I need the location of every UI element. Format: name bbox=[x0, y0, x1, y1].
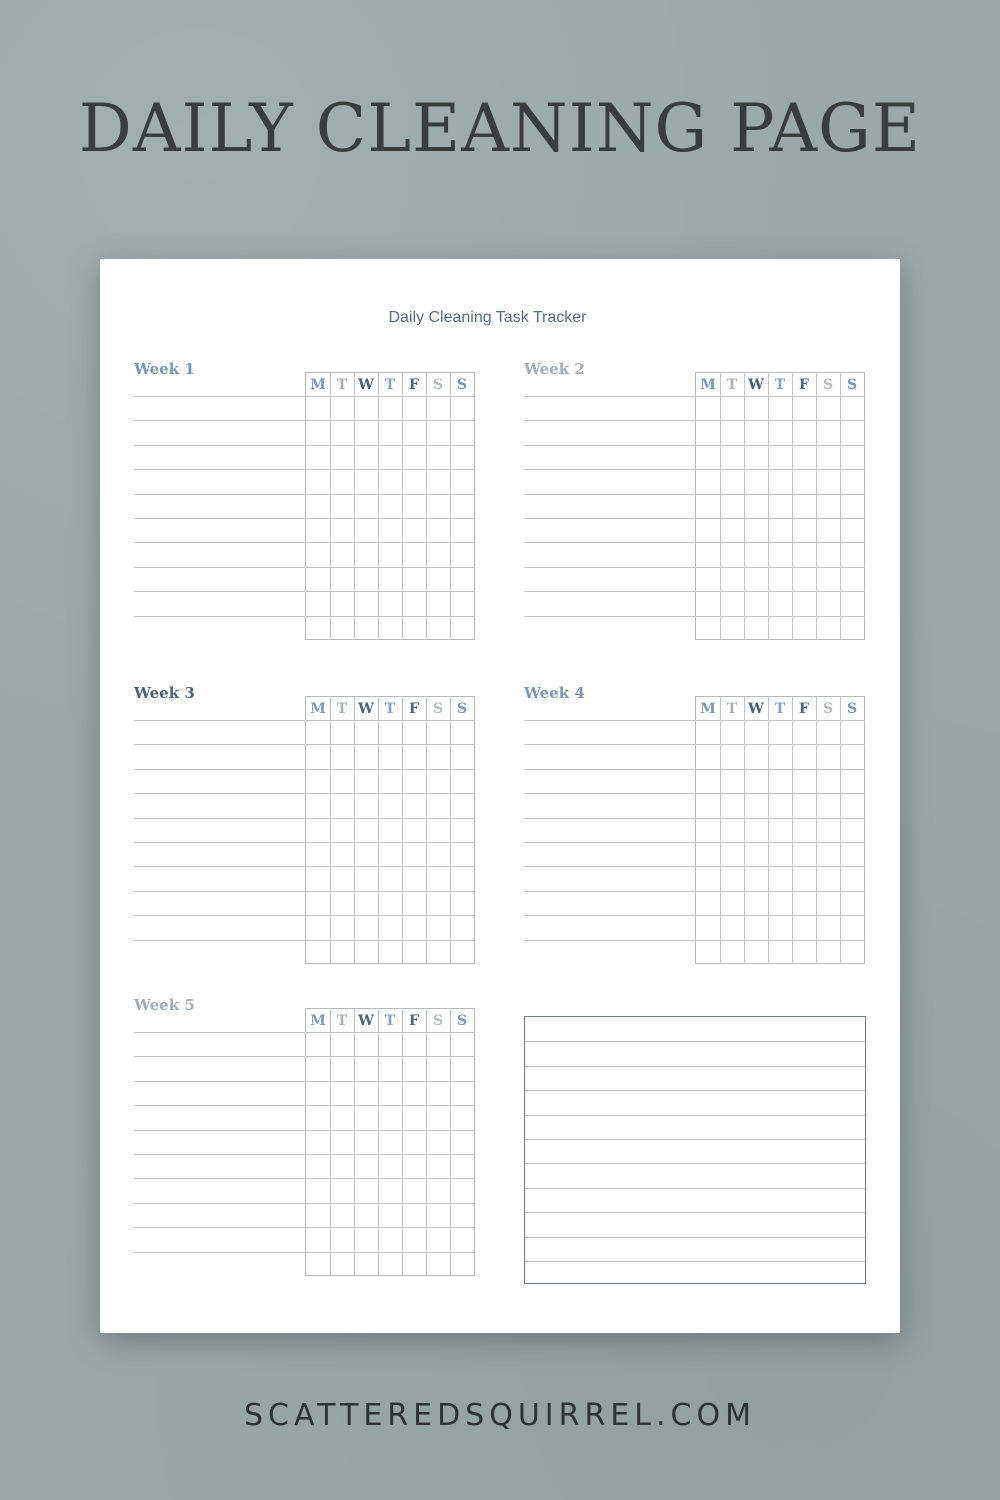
task-line bbox=[524, 940, 865, 941]
day-header: S bbox=[456, 377, 468, 393]
notes-line bbox=[525, 1188, 865, 1189]
day-header: T bbox=[384, 377, 396, 393]
day-header-row bbox=[306, 697, 474, 721]
task-line bbox=[134, 1227, 475, 1228]
task-line bbox=[524, 866, 865, 867]
week-label: Week 5 bbox=[134, 996, 195, 1014]
day-header: S bbox=[432, 701, 444, 717]
grid-column-line bbox=[378, 697, 379, 963]
day-header: T bbox=[384, 1013, 396, 1029]
task-line bbox=[134, 1154, 475, 1155]
task-line bbox=[134, 1130, 475, 1131]
task-line bbox=[134, 720, 475, 721]
day-header: T bbox=[336, 377, 348, 393]
week-grid bbox=[305, 1008, 475, 1276]
task-line bbox=[134, 567, 475, 568]
notes-line bbox=[525, 1261, 865, 1262]
day-header: T bbox=[774, 377, 786, 393]
task-line bbox=[134, 469, 475, 470]
notes-line bbox=[525, 1237, 865, 1238]
task-line bbox=[524, 494, 865, 495]
task-line bbox=[524, 818, 865, 819]
task-line bbox=[134, 1056, 475, 1057]
grid-column-line bbox=[354, 373, 355, 639]
grid-column-line bbox=[378, 1009, 379, 1275]
task-line bbox=[134, 494, 475, 495]
day-header: S bbox=[432, 377, 444, 393]
task-line bbox=[134, 891, 475, 892]
task-line bbox=[524, 769, 865, 770]
task-line bbox=[134, 1105, 475, 1106]
day-header: S bbox=[846, 701, 858, 717]
week-5-tracker bbox=[134, 996, 476, 1286]
day-header: M bbox=[310, 377, 326, 393]
day-header: M bbox=[700, 701, 716, 717]
task-line bbox=[134, 769, 475, 770]
grid-column-line bbox=[816, 373, 817, 639]
task-line bbox=[134, 915, 475, 916]
task-line bbox=[134, 591, 475, 592]
task-line bbox=[134, 866, 475, 867]
task-line bbox=[134, 445, 475, 446]
grid-column-line bbox=[792, 697, 793, 963]
day-header: W bbox=[748, 377, 764, 393]
task-line bbox=[134, 940, 475, 941]
grid-column-line bbox=[402, 1009, 403, 1275]
task-line bbox=[524, 891, 865, 892]
task-line bbox=[134, 1081, 475, 1082]
banner-title: DAILY CLEANING PAGE bbox=[78, 90, 922, 167]
task-line bbox=[134, 842, 475, 843]
task-line bbox=[134, 616, 475, 617]
day-header: M bbox=[310, 701, 326, 717]
week-label: Week 1 bbox=[134, 360, 195, 378]
grid-column-line bbox=[330, 1009, 331, 1275]
day-header: W bbox=[358, 377, 374, 393]
day-header: T bbox=[336, 701, 348, 717]
day-header-row bbox=[306, 373, 474, 397]
task-line bbox=[134, 1252, 475, 1253]
task-line bbox=[524, 542, 865, 543]
day-header: S bbox=[432, 1013, 444, 1029]
grid-column-line bbox=[354, 1009, 355, 1275]
day-header: S bbox=[456, 701, 468, 717]
day-header: W bbox=[358, 1013, 374, 1029]
notes-line bbox=[525, 1066, 865, 1067]
task-line bbox=[524, 591, 865, 592]
task-line bbox=[524, 396, 865, 397]
task-line bbox=[524, 567, 865, 568]
grid-column-line bbox=[768, 697, 769, 963]
notes-box bbox=[524, 1016, 866, 1284]
task-line bbox=[524, 616, 865, 617]
grid-column-line bbox=[402, 373, 403, 639]
day-header: M bbox=[310, 1013, 326, 1029]
grid-column-line bbox=[450, 697, 451, 963]
day-header: S bbox=[456, 1013, 468, 1029]
grid-column-line bbox=[744, 373, 745, 639]
grid-column-line bbox=[330, 373, 331, 639]
grid-column-line bbox=[720, 373, 721, 639]
day-header-row bbox=[696, 697, 864, 721]
footer-url: SCATTEREDSQUIRREL.COM bbox=[244, 1398, 756, 1433]
notes-line bbox=[525, 1139, 865, 1140]
week-3-tracker bbox=[134, 684, 476, 974]
day-header: F bbox=[799, 377, 809, 393]
task-line bbox=[134, 542, 475, 543]
notes-line bbox=[525, 1090, 865, 1091]
notes-line bbox=[525, 1041, 865, 1042]
grid-column-line bbox=[840, 697, 841, 963]
day-header: S bbox=[846, 377, 858, 393]
task-line bbox=[524, 469, 865, 470]
task-line bbox=[134, 793, 475, 794]
day-header: F bbox=[799, 701, 809, 717]
grid-column-line bbox=[816, 697, 817, 963]
day-header: S bbox=[822, 701, 834, 717]
task-line bbox=[524, 720, 865, 721]
grid-column-line bbox=[426, 373, 427, 639]
notes-line bbox=[525, 1115, 865, 1116]
grid-column-line bbox=[744, 697, 745, 963]
day-header: F bbox=[409, 1013, 419, 1029]
grid-column-line bbox=[720, 697, 721, 963]
week-label: Week 3 bbox=[134, 684, 195, 702]
day-header: T bbox=[774, 701, 786, 717]
task-line bbox=[134, 818, 475, 819]
day-header: W bbox=[748, 701, 764, 717]
grid-column-line bbox=[354, 697, 355, 963]
task-line bbox=[134, 518, 475, 519]
task-line bbox=[524, 744, 865, 745]
day-header: S bbox=[822, 377, 834, 393]
task-line bbox=[134, 744, 475, 745]
week-label: Week 4 bbox=[524, 684, 585, 702]
week-2-tracker bbox=[524, 360, 866, 650]
task-line bbox=[134, 420, 475, 421]
grid-column-line bbox=[426, 697, 427, 963]
week-1-tracker bbox=[134, 360, 476, 650]
grid-column-line bbox=[378, 373, 379, 639]
day-header: T bbox=[726, 377, 738, 393]
week-grid bbox=[305, 372, 475, 640]
week-4-tracker bbox=[524, 684, 866, 974]
task-line bbox=[524, 518, 865, 519]
week-grid bbox=[695, 696, 865, 964]
grid-column-line bbox=[450, 373, 451, 639]
grid-column-line bbox=[840, 373, 841, 639]
task-line bbox=[134, 1032, 475, 1033]
grid-column-line bbox=[402, 697, 403, 963]
week-label: Week 2 bbox=[524, 360, 585, 378]
grid-column-line bbox=[792, 373, 793, 639]
day-header-row bbox=[696, 373, 864, 397]
task-line bbox=[524, 842, 865, 843]
task-line bbox=[524, 793, 865, 794]
task-line bbox=[134, 1178, 475, 1179]
task-line bbox=[134, 396, 475, 397]
grid-column-line bbox=[330, 697, 331, 963]
day-header-row bbox=[306, 1009, 474, 1033]
task-line bbox=[134, 1203, 475, 1204]
day-header: T bbox=[726, 701, 738, 717]
day-header: M bbox=[700, 377, 716, 393]
grid-column-line bbox=[426, 1009, 427, 1275]
task-line bbox=[524, 420, 865, 421]
day-header: F bbox=[409, 701, 419, 717]
task-line bbox=[524, 915, 865, 916]
sheet-title: Daily Cleaning Task Tracker bbox=[388, 309, 587, 326]
grid-column-line bbox=[768, 373, 769, 639]
printable-sheet bbox=[100, 259, 900, 1333]
day-header: W bbox=[358, 701, 374, 717]
task-line bbox=[524, 445, 865, 446]
grid-column-line bbox=[450, 1009, 451, 1275]
week-grid bbox=[305, 696, 475, 964]
day-header: T bbox=[384, 701, 396, 717]
notes-line bbox=[525, 1163, 865, 1164]
day-header: F bbox=[409, 377, 419, 393]
day-header: T bbox=[336, 1013, 348, 1029]
week-grid bbox=[695, 372, 865, 640]
notes-line bbox=[525, 1212, 865, 1213]
